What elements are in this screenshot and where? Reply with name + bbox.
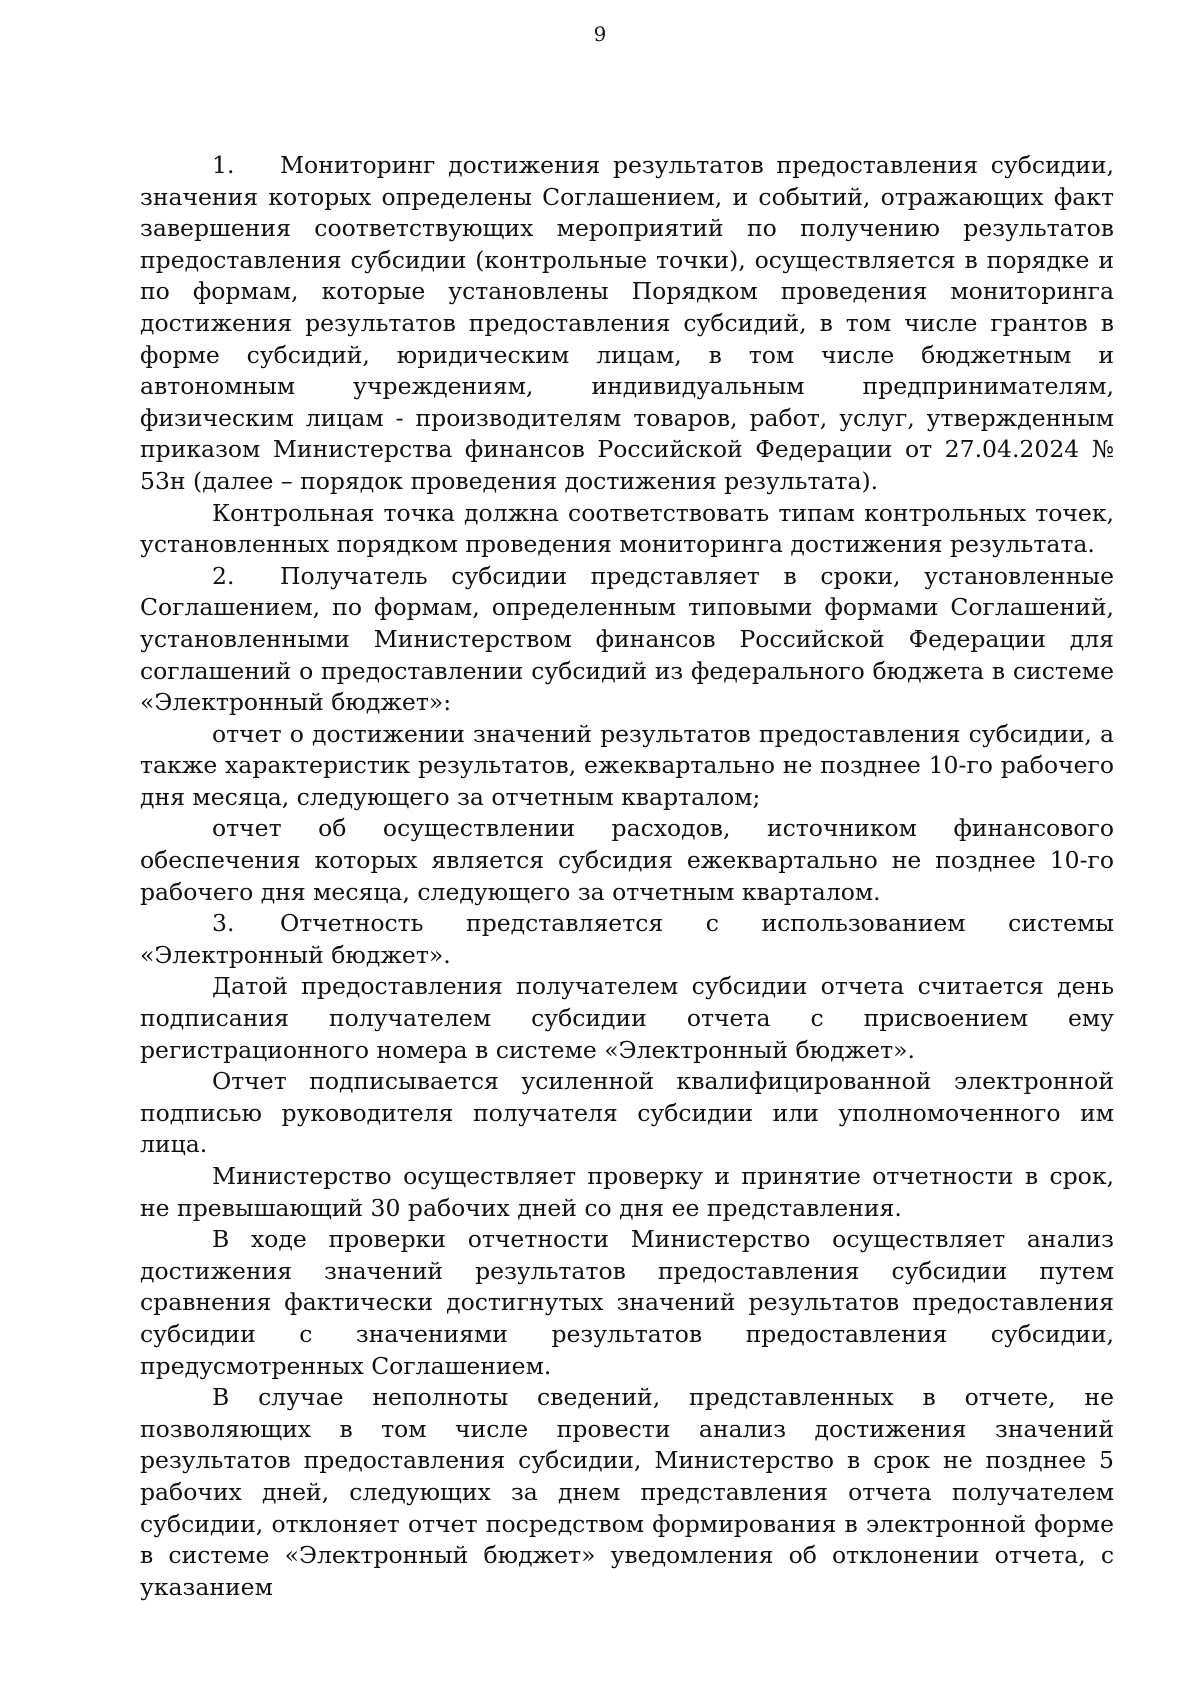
item-number-1: 1.: [212, 151, 235, 179]
paragraph-text: Получатель субсидии представляет в сроки, установленные Соглашением, по формам, определенным типовыми формами Соглашений, установленными Министерством финансов Российской Федерации для соглашений о предоставлении субсидий из федерального бюджета в системе «Электронный бюджет»:: [140, 561, 1114, 717]
paragraph-text: Мониторинг достижения результатов предоставления субсидии, значения которых определены Соглашением, и событий, отражающих факт завершения соответствующих мероприятий по получению результатов предоставления субсидии (контрольные точки), осуществляется в порядке и по формам, которые установлены Порядком проведения мониторинга достижения результатов предоставления субсидий, в том числе грантов в форме субсидий, юридическим лицам, в том числе бюджетным и автономным учреждениям, индивидуальным предпринимателям, физическим лицам - производителям товаров, работ, услуг, утвержденным приказом Министерства финансов Российской Федерации от 27.04.2024 № 53н (далее – порядок проведения достижения результата).: [140, 151, 1114, 495]
paragraph-text: В ходе проверки отчетности Министерство осуществляет анализ достижения значений результатов предоставления субсидии путем сравнения фактически достигнутых значений результатов предоставления субсидии с значениями результатов предоставления субсидии, предусмотренных Соглашением.: [140, 1225, 1114, 1380]
paragraph-1: [140, 150, 1114, 498]
paragraph-text: Отчетность представляется с использованием системы «Электронный бюджет».: [140, 909, 1114, 969]
paragraph-2: [140, 498, 1114, 561]
paragraph-11: [140, 1382, 1114, 1603]
paragraph-5: [140, 813, 1114, 908]
item-number-2: 2.: [212, 561, 235, 590]
paragraph-text: отчет о достижении значений результатов предоставления субсидии, а также характеристик результатов, ежеквартально не позднее 10-го рабочего дня месяца, следующего за отчетным кварталом;: [140, 719, 1114, 811]
paragraph-text: отчет об осуществлении расходов, источником финансового обеспечения которых является субсидия ежеквартально не позднее 10-го рабочего дня месяца, следующего за отчетным кварталом.: [140, 814, 1114, 906]
paragraph-7: [140, 971, 1114, 1066]
paragraph-text: Министерство осуществляет проверку и принятие отчетности в срок, не превышающий 30 рабочих дней со дня ее представления.: [140, 1162, 1114, 1222]
paragraph-10: [140, 1224, 1114, 1382]
paragraph-8: [140, 1066, 1114, 1161]
paragraph-text: Контрольная точка должна соответствовать типам контрольных точек, установленных порядком проведения мониторинга достижения результата.: [140, 498, 1114, 559]
paragraph-text: В случае неполноты сведений, представленных в отчете, не позволяющих в том числе провести анализ достижения значений результатов предоставления субсидии, Министерство в срок не позднее 5 рабочих дней, следующих за днем представления отчета получателем субсидии, отклоняет отчет посредством формирования в электронной форме в системе «Электронный бюджет» уведомления об отклонении отчета, с указанием: [140, 1383, 1114, 1601]
paragraph-text: Датой предоставления получателем субсидии отчета считается день подписания получателем субсидии отчета с присвоением ему регистрационного номера в системе «Электронный бюджет».: [140, 972, 1114, 1064]
paragraph-4: [140, 719, 1114, 814]
paragraph-3: [140, 561, 1114, 719]
document-body: [140, 150, 1114, 1603]
paragraph-9: [140, 1161, 1114, 1224]
paragraph-text: Отчет подписывается усиленной квалифицированной электронной подписью руководителя получателя субсидии или уполномоченного им лица.: [140, 1067, 1114, 1159]
item-number-3: 3.: [212, 909, 235, 938]
page-number: 9: [593, 22, 607, 46]
paragraph-6: [140, 908, 1114, 971]
